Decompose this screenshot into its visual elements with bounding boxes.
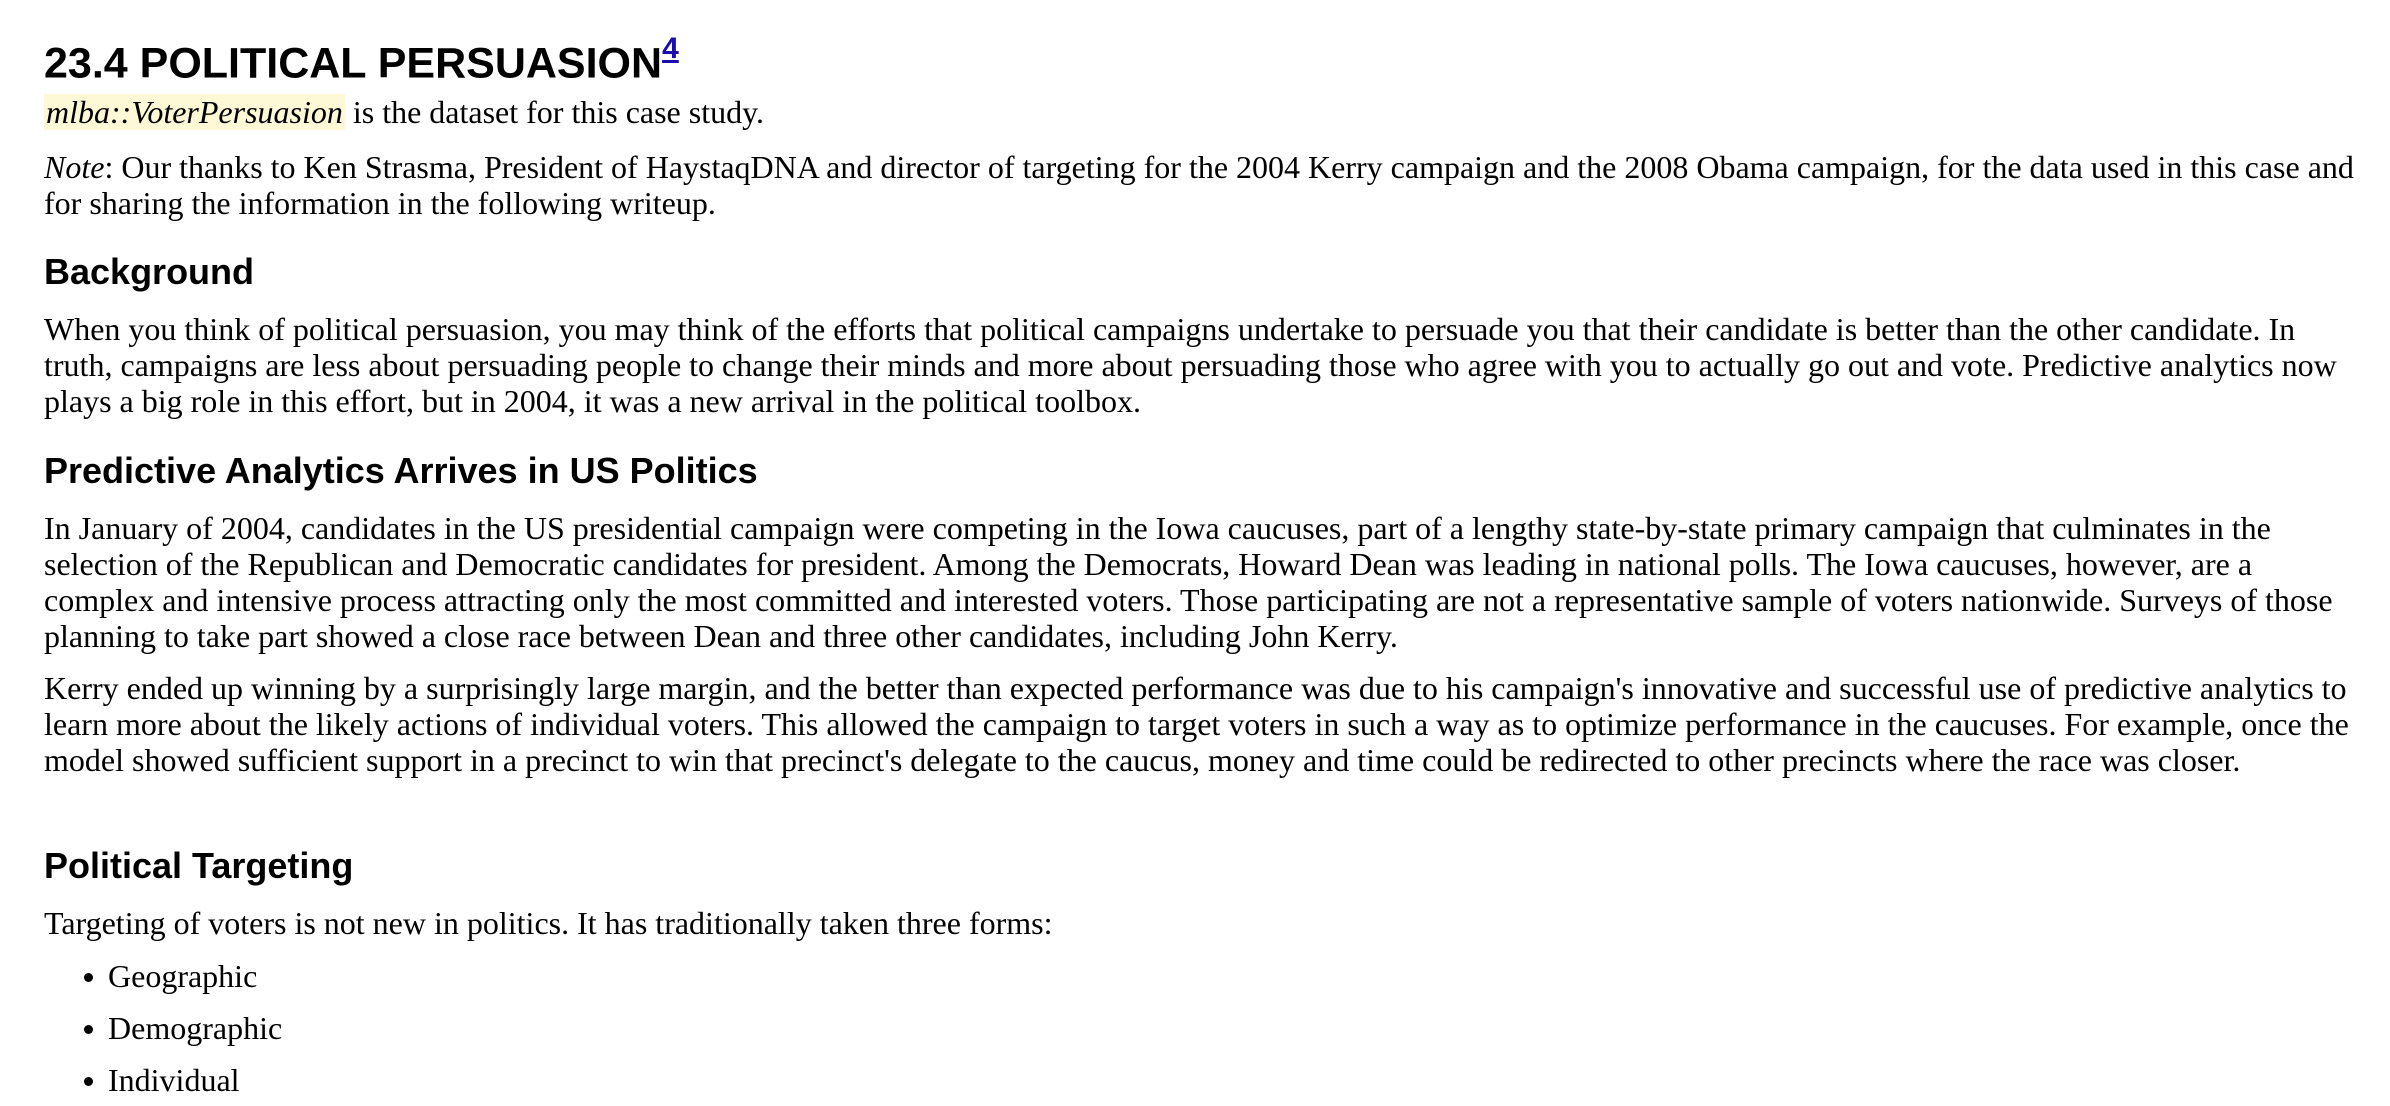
footnote-ref <box>662 30 679 70</box>
targeting-paragraph: Targeting of voters is not new in politics. It has traditionally taken three forms: <box>44 905 1053 941</box>
bullet-icon <box>84 1025 93 1034</box>
bullet-icon <box>84 1077 93 1086</box>
targeting-heading: Political Targeting <box>44 845 354 886</box>
dataset-suffix: is the dataset for this case study. <box>344 94 765 130</box>
bullet-icon <box>84 973 93 982</box>
list-item <box>44 950 282 1002</box>
section-title <box>44 22 679 91</box>
predictive-paragraph-2: Kerry ended up winning by a surprisingly large margin, and the better than expected performance was due to his campaign's innovative and successful use of predictive analytics to learn more about the likely actions of individual voters. This allowed the campaign to target voters in such a way as to optimize performance in the caucuses. For example, once the model showed sufficient support in a precinct to win that precinct's delegate to the caucus, money and time could be redirected to other precincts where the race was closer. <box>44 670 2349 778</box>
list-item <box>44 1002 282 1054</box>
list-item-label: Geographic <box>108 958 258 994</box>
background-heading: Background <box>44 251 255 292</box>
note-paragraph <box>44 149 2364 221</box>
note-label: Note <box>44 149 105 185</box>
note-text: : Our thanks to Ken Strasma, President of HaystaqDNA and director of targeting for the 2004 Kerry campaign and the 2008 Obama campaign, for the data used in this case and for sharing the information in the following writeup. <box>44 149 2354 221</box>
intro-paragraph <box>44 94 2364 130</box>
footnote-link[interactable]: 4 <box>662 32 679 65</box>
background-paragraph: When you think of political persuasion, you may think of the efforts that political campaigns undertake to persuade you that their candidate is better than the other candidate. In truth, campaigns are less about persuading people to change their minds and more about persuading those who agree with you to actually go out and vote. Predictive analytics now plays a big role in this effort, but in 2004, it was a new arrival in the political toolbox. <box>44 311 2337 419</box>
section-title-text: 23.4 POLITICAL PERSUASION <box>44 39 663 88</box>
dataset-name: mlba::VoterPersuasion <box>46 94 343 130</box>
list-item-label: Individual <box>108 1062 240 1098</box>
predictive-heading: Predictive Analytics Arrives in US Politics <box>44 450 758 491</box>
list-item-label: Demographic <box>108 1010 283 1046</box>
list-item <box>44 1054 282 1106</box>
targeting-forms-list <box>44 950 282 1106</box>
predictive-paragraph-1: In January of 2004, candidates in the US presidential campaign were competing in the Iowa caucuses, part of a lengthy state-by-state primary campaign that culminates in the selection of the Republican and Democratic candidates for president. Among the Democrats, Howard Dean was leading in national polls. The Iowa caucuses, however, are a complex and intensive process attracting only the most committed and interested voters. Those participating are not a representative sample of voters nationwide. Surveys of those planning to take part showed a close race between Dean and three other candidates, including John Kerry. <box>44 510 2333 654</box>
